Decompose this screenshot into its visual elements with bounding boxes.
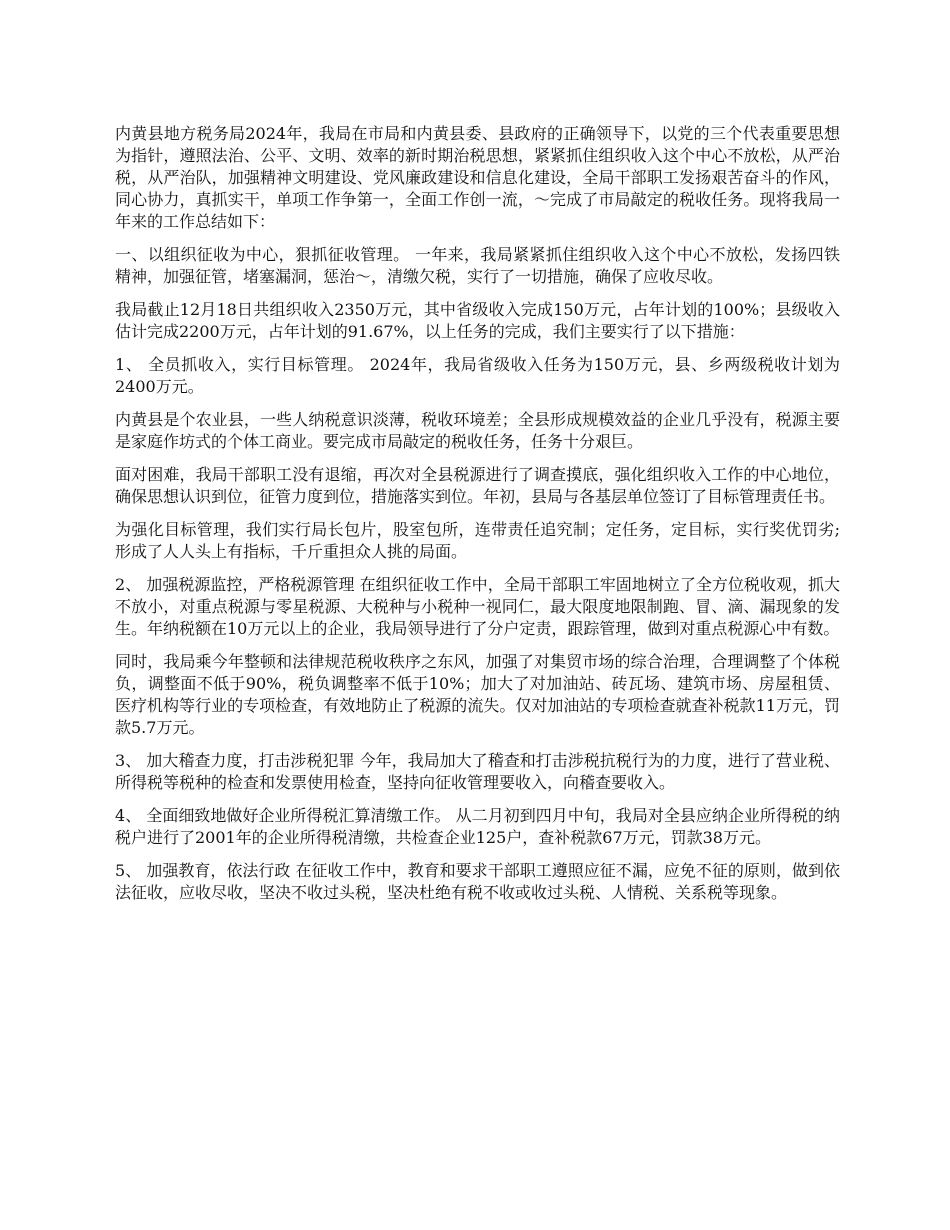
paragraph-section-1: 一、以组织征收为中心，狠抓征收管理。 一年来，我局紧紧抓住组织收入这个中心不放松，发扬四铁精神，加强征管，堵塞漏洞，惩治～，清缴欠税，实行了一切措施，确保了应收尽收。 <box>115 245 840 286</box>
paragraph-measure-4: 4、 全面细致地做好企业所得税汇算清缴工作。 从二月初到四月中旬，我局对全县应纳企业所得税的纳税户进行了2001年的企业所得税清缴，共检查企业125户，查补税款67万元，罚款38万元。 <box>115 806 840 847</box>
paragraph-revenue-summary: 我局截止12月18日共组织收入2350万元，其中省级收入完成150万元，占年计划的100%；县级收入估计完成2200万元，占年计划的91.67%，以上任务的完成，我们主要实行了以下措施： <box>115 300 840 341</box>
paragraph-measure-1: 1、 全员抓收入，实行目标管理。 2024年，我局省级收入任务为150万元，县、乡两级税收计划为2400万元。 <box>115 355 840 396</box>
paragraph-measure-2: 2、 加强税源监控，严格税源管理 在组织征收工作中，全局干部职工牢固地树立了全方位税收观，抓大不放小，对重点税源与零星税源、大税种与小税种一视同仁，最大限度地限制跑、冒、滴、漏现象的发生。年纳税额在10万元以上的企业，我局领导进行了分户定责，跟踪管理，做到对重点税源心中有数。 <box>115 575 840 638</box>
paragraph-market-governance: 同时，我局乘今年整顿和法律规范税收秩序之东风，加强了对集贸市场的综合治理，合理调整了个体税负，调整面不低于90%，税负调整率不低于10%；加大了对加油站、砖瓦场、建筑市场、房屋租赁、医疗机构等行业的专项检查，有效地防止了税源的流失。仅对加油站的专项检查就查补税款11万元，罚款5.7万元。 <box>115 652 840 737</box>
paragraph-measure-5: 5、 加强教育，依法行政 在征收工作中，教育和要求干部职工遵照应征不漏，应免不征的原则，做到依法征收，应收尽收，坚决不收过头税，坚决杜绝有税不收或收过头税、人情税、关系税等现象。 <box>115 861 840 902</box>
paragraph-measure-3: 3、 加大稽查力度，打击涉税犯罪 今年，我局加大了稽查和打击涉税抗税行为的力度，进行了营业税、所得税等税种的检查和发票使用检查，坚持向征收管理要收入，向稽查要收入。 <box>115 751 840 792</box>
paragraph-intro: 内黄县地方税务局2024年，我局在市局和内黄县委、县政府的正确领导下，以党的三个代表重要思想为指针，遵照法治、公平、文明、效率的新时期治税思想，紧紧抓住组织收入这个中心不放松，从严治税，从严治队，加强精神文明建设、党风廉政建设和信息化建设，全局干部职工发扬艰苦奋斗的作风，同心协力，真抓实干，单项工作争第一，全面工作创一流，～完成了市局敲定的税收任务。现将我局一年来的工作总结如下： <box>115 124 840 231</box>
paragraph-facing-difficulties: 面对困难，我局干部职工没有退缩，再次对全县税源进行了调查摸底，强化组织收入工作的中心地位，确保思想认识到位，征管力度到位，措施落实到位。年初，县局与各基层单位签订了目标管理责任书。 <box>115 465 840 506</box>
paragraph-target-management: 为强化目标管理，我们实行局长包片，股室包所，连带责任追究制；定任务，定目标，实行奖优罚劣;形成了人人头上有指标，千斤重担众人挑的局面。 <box>115 520 840 561</box>
document-body <box>115 123 840 915</box>
paragraph-county-background: 内黄县是个农业县，一些人纳税意识淡薄，税收环境差；全县形成规模效益的企业几乎没有，税源主要是家庭作坊式的个体工商业。要完成市局敲定的税收任务，任务十分艰巨。 <box>115 410 840 451</box>
